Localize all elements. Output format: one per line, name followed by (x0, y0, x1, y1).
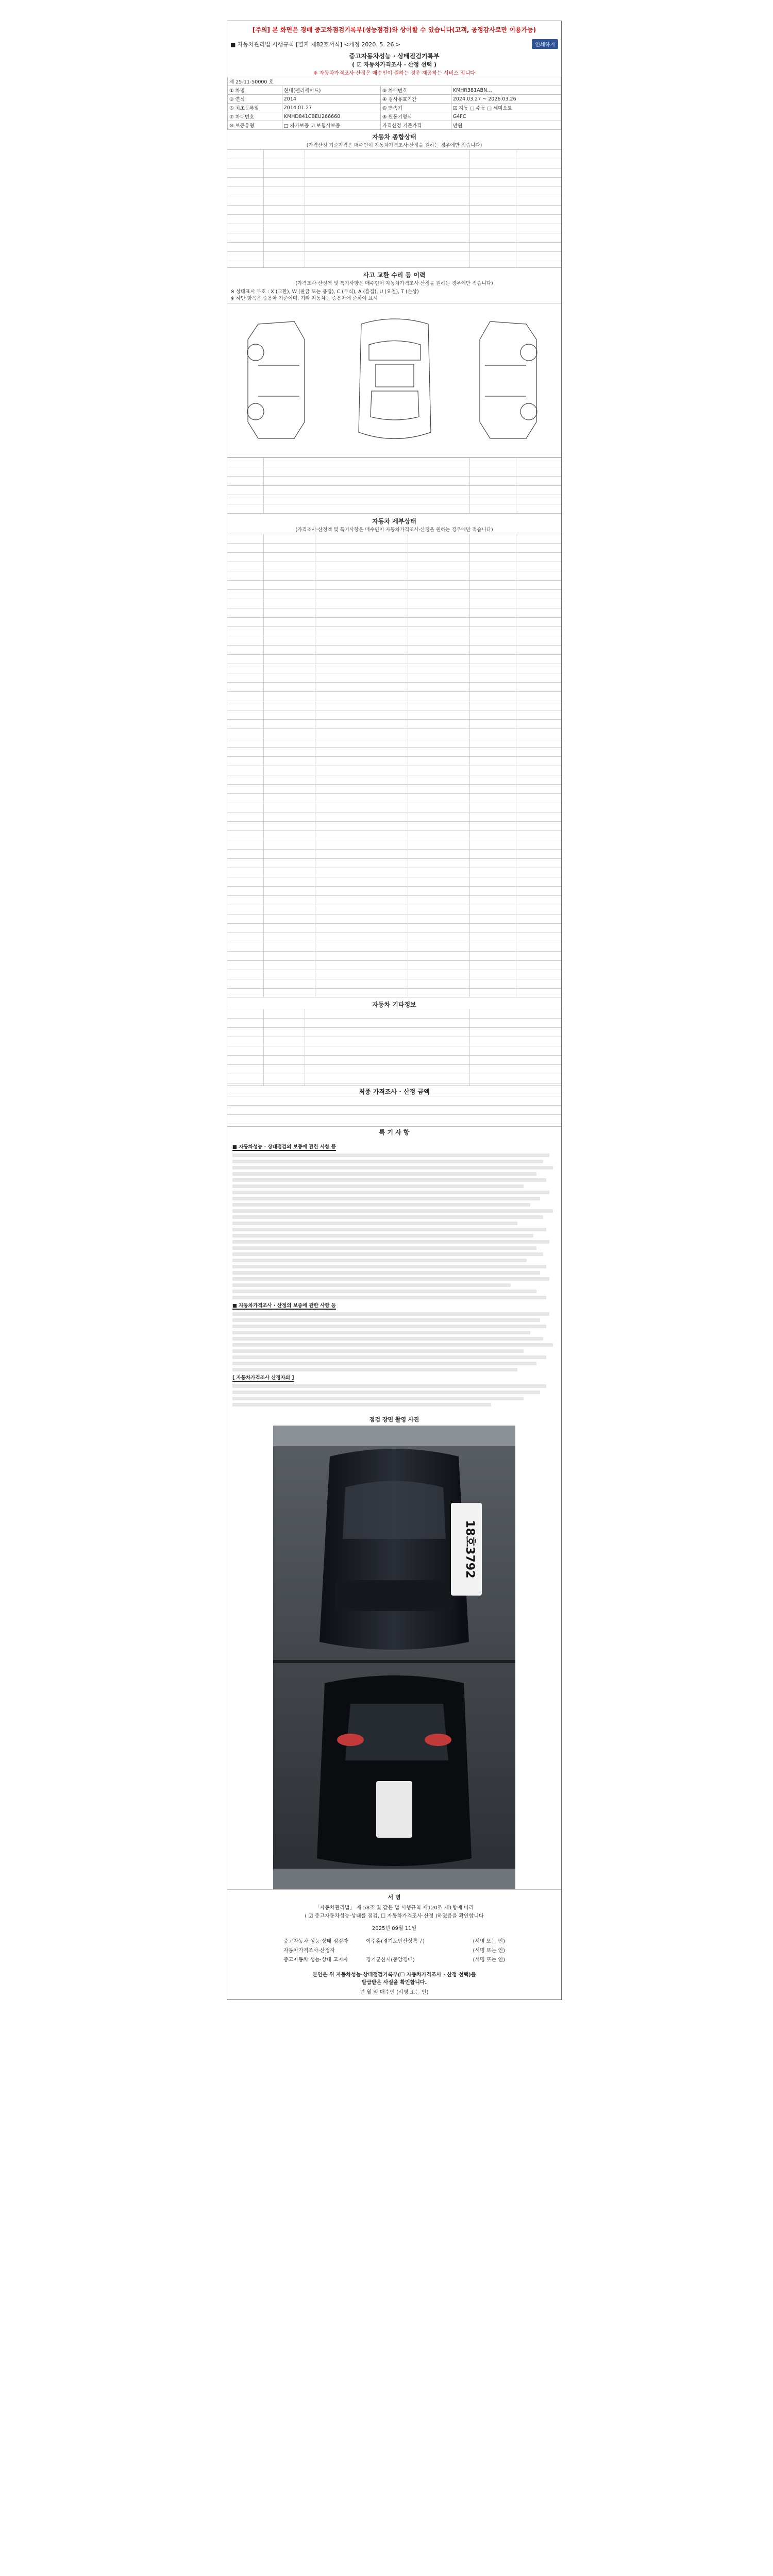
basic-info-table (227, 50, 561, 130)
consumables-section (227, 999, 561, 1137)
summary-section (227, 131, 561, 268)
signer-role: 자동차가격조사·산정자 (283, 1948, 335, 1954)
car-photo-illustration (273, 1426, 515, 1889)
detail-title: 자동차 세부상태 (372, 518, 416, 525)
accident-subtitle: (가격조사·산정액 및 특기사항은 매수인이 자동차가격조사·산정을 원하는 경우에만 적습니다) (295, 281, 493, 286)
vehicle-diagram (227, 303, 561, 457)
signer-name (366, 1946, 469, 1956)
summary-grid (227, 149, 561, 268)
basic-label: ⑦ 차대번호 (228, 112, 282, 121)
legend-line: ※ 상태표시 부호 : X (교환), W (판금 또는 용접), C (부식), A (흠집), U (요철), T (손상) (230, 289, 419, 295)
signer-sign: (서명 또는 인) (473, 1957, 505, 1963)
basic-label: ⑥ 변속기 (380, 104, 451, 112)
price-title: 최종 가격조사 · 산정 금액 (359, 1088, 430, 1095)
accident-grid (227, 457, 561, 514)
form-reference: ■ 자동차관리법 시행규칙 [별지 제82호서식] <개정 2020. 5. 26.> (230, 41, 401, 48)
basic-value: ☑ 자동 □ 수동 □ 세미오토 (451, 104, 561, 112)
license-plate: 18호3792 (463, 1520, 476, 1579)
signature-row (283, 1937, 505, 1946)
basic-label: ⑤ 최초등록일 (228, 104, 282, 112)
price-grid (227, 1096, 561, 1127)
basic-row (228, 121, 561, 130)
basic-label: ④ 검사유효기간 (380, 95, 451, 104)
basic-row (228, 95, 561, 104)
signature-title: 서 명 (227, 1889, 561, 1902)
special-title: 특 기 사 항 (379, 1129, 410, 1136)
basic-value: 2014 (282, 95, 380, 104)
signature-row (283, 1946, 505, 1956)
document-number: 제 25-11-50000 호 (228, 77, 561, 86)
basic-value: KMHD841CBEU266660 (282, 112, 380, 121)
inspection-record-document (227, 21, 562, 2000)
basic-label: 가격산정 기준가격 (380, 121, 451, 130)
signer-name: 경기군산시(중앙경매) (366, 1957, 415, 1963)
print-button[interactable]: 인쇄하기 (532, 39, 558, 49)
basic-row (228, 104, 561, 112)
basic-label: ⑧ 원동기형식 (380, 112, 451, 121)
notes-heading-price: ■ 자동차가격조사 · 산정의 보증에 관한 사항 등 (232, 1303, 336, 1309)
basic-row (228, 112, 561, 121)
basic-value: 2014.01.27 (282, 104, 380, 112)
summary-title: 자동차 종합상태 (372, 133, 416, 141)
basic-value: □ 자가보증 ☑ 보험사보증 (282, 121, 380, 130)
signer-role: 중고자동차 성능·상태 점검자 (283, 1939, 348, 1944)
basic-value: 2024.03.27 ~ 2026.03.26 (451, 95, 561, 104)
diagram-legend (227, 287, 561, 303)
basic-label: ⑩ 보증유형 (228, 121, 282, 130)
signature-intro-2: ( ☑ 중고자동차성능·상태를 점검, ☐ 자동차가격조사·산정 )하였음을 확인합니다 (305, 1913, 484, 1919)
inspection-photo (273, 1426, 515, 1889)
basic-value: KMHR381ABN… (451, 86, 561, 95)
summary-subtitle: (가격산정 기준가격은 매수인이 자동차가격조사·산정을 원하는 경우에만 적습니다) (306, 143, 482, 148)
price-service-note: ※ 자동차가격조사·산정은 매수인이 원하는 경우 제공하는 서비스 입니다 (313, 71, 475, 76)
notes-heading-appraiser: [ 자동차가격조사 산정자의 ] (232, 1375, 294, 1381)
signature-row (283, 1956, 505, 1965)
detail-section (227, 516, 561, 997)
accident-section (227, 269, 561, 514)
vehicle-outline-drawing (227, 303, 561, 458)
basic-label: ⑨ 차대번호 (380, 86, 451, 95)
detail-subtitle: (가격조사·산정액 및 특기사항은 매수인이 자동차가격조사·산정을 원하는 경우에만 적습니다) (295, 527, 493, 533)
notes-body-price (232, 1312, 556, 1371)
signer-sign: (서명 또는 인) (473, 1939, 505, 1944)
notes-heading-inspection: ■ 자동차성능 · 상태점검의 보증에 관한 사항 등 (232, 1144, 336, 1150)
form-reference-row (227, 38, 561, 50)
buyer-confirmation (227, 1965, 561, 1988)
basic-row (228, 86, 561, 95)
notes-body-inspection (232, 1154, 556, 1299)
photo-title: 점검 장면 촬영 사진 (369, 1416, 419, 1423)
basic-value: 만원 (451, 121, 561, 130)
document-subtitle: ( ☑ 자동차가격조사 · 산정 선택 ) (352, 61, 436, 68)
accident-title: 사고 교환 수리 등 이력 (363, 272, 426, 279)
signer-role: 중고자동차 성능·상태 고지자 (283, 1957, 348, 1963)
warranty-notes (227, 1137, 561, 1413)
notice-banner: [주의] 본 화면은 경매 중고차점검기록부(성능점검)와 상이할 수 있습니다(고객, 공정감사로만 이용가능) (252, 26, 536, 33)
document-title: 중고자동차성능 · 상태점검기록부 (349, 53, 440, 60)
signature-block (227, 1902, 561, 1937)
detail-grid (227, 534, 561, 997)
basic-value: 현대(펠리세이드) (282, 86, 380, 95)
notes-body-appraiser (232, 1384, 556, 1406)
basic-label: ③ 연식 (228, 95, 282, 104)
consumables-title: 자동차 기타정보 (372, 1001, 416, 1008)
signature-intro: 「자동차관리법」 제 58조 및 같은 법 시행규칙 제120조 제1항에 따라 (314, 1905, 474, 1911)
buyer-signature-line: 년 월 일 매수인 (서명 또는 인) (360, 1990, 429, 1995)
consumables-grid (227, 1009, 561, 1086)
signature-date: 2025년 09월 11일 (372, 1926, 417, 1931)
basic-label: ① 차명 (228, 86, 282, 95)
buyer-confirmation-line: 발급받은 사실을 확인합니다. (361, 1980, 427, 1986)
basic-value: G4FC (451, 112, 561, 121)
signer-name: 이주훈(경기도안산상록구) (366, 1939, 425, 1944)
signer-sign: (서명 또는 인) (473, 1948, 505, 1954)
legend-line: ※ 하단 항목은 승용차 기준이며, 기타 자동차는 승용차에 준하여 표시 (230, 296, 378, 301)
buyer-confirmation-line: 본인은 위 자동차성능·상태점검기록부(☐ 자동차가격조사 · 산정 선택)를 (312, 1972, 476, 1978)
